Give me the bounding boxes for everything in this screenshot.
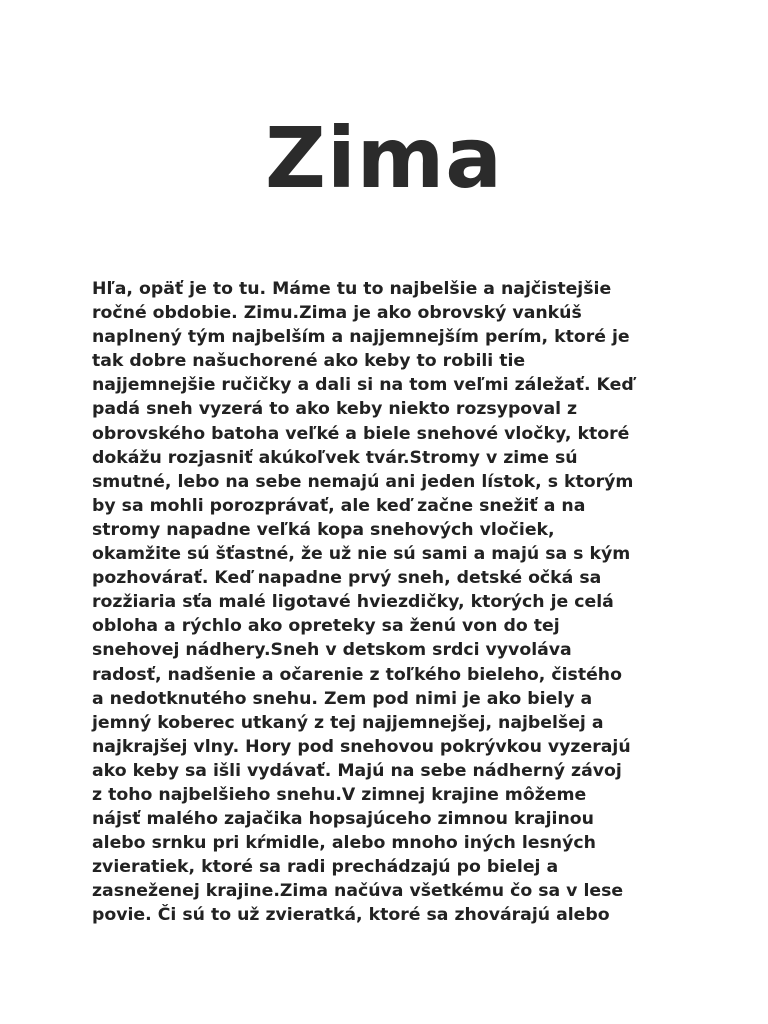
body-line: alebo srnku pri kŕmidle, alebo mnoho iných lesných — [92, 833, 596, 854]
body-line: snehovej nádhery.Sneh v detskom srdci vyvoláva — [92, 640, 572, 661]
body-line: nájsť malého zajačika hopsajúceho zimnou krajinou — [92, 809, 594, 830]
document-title: Zima — [265, 109, 503, 207]
document-body — [92, 277, 672, 928]
body-line: obloha a rýchlo ako opreteky sa ženú von do tej — [92, 616, 560, 637]
body-line: Hľa, opäť je to tu. Máme tu to najbelšie a najčistejšie — [92, 279, 612, 299]
body-line: tak dobre našuchorené ako keby to robili tie — [92, 351, 526, 372]
body-line: naplnený tým najbelším a najjemnejším perím, ktoré je — [92, 327, 630, 348]
body-line: ako keby sa išli vydávať. Majú na sebe nádherný závoj — [92, 760, 622, 781]
body-line: a nedotknutého snehu. Zem pod nimi je ako biely a — [92, 688, 593, 709]
body-line: padá sneh vyzerá to ako keby niekto rozsypoval z — [92, 399, 578, 420]
body-line: stromy napadne veľká kopa snehových vločiek, — [92, 519, 555, 540]
body-line: zvieratiek, ktoré sa radi prechádzajú po bielej a — [92, 857, 559, 878]
body-line: povie. Či sú to už zvieratká, ktoré sa zhovárajú alebo — [92, 905, 610, 926]
body-line: najkrajšej vlny. Hory pod snehovou pokrývkou vyzerajú — [92, 736, 631, 757]
body-line: najjemnejšie ručičky a dali si na tom veľmi záležať. Keď — [92, 375, 634, 396]
body-line: jemný koberec utkaný z tej najjemnejšej, najbelšej a — [92, 712, 604, 733]
body-line: dokážu rozjasniť akúkoľvek tvár.Stromy v zime sú — [92, 447, 578, 468]
body-line: smutné, lebo na sebe nemajú ani jeden lístok, s ktorým — [92, 471, 634, 492]
body-line: obrovského batoha veľké a biele snehové vločky, ktoré — [92, 423, 630, 444]
body-line: rozžiaria sťa malé ligotavé hviezdičky, ktorých je celá — [92, 592, 614, 613]
body-line: pozhovárať. Keď napadne prvý sneh, detské očká sa — [92, 568, 602, 589]
body-line: radosť, nadšenie a očarenie z toľkého bieleho, čistého — [92, 664, 622, 685]
body-line: by sa mohli porozprávať, ale keď začne snežiť a na — [92, 495, 586, 516]
body-line: ročné obdobie. Zimu.Zima je ako obrovský vankúš — [92, 303, 582, 324]
body-line: zasneženej krajine.Zima načúva všetkému čo sa v lese — [92, 881, 624, 902]
body-line: okamžite sú šťastné, že už nie sú sami a majú sa s kým — [92, 544, 631, 565]
body-line: z toho najbelšieho snehu.V zimnej krajine môžeme — [92, 784, 587, 805]
